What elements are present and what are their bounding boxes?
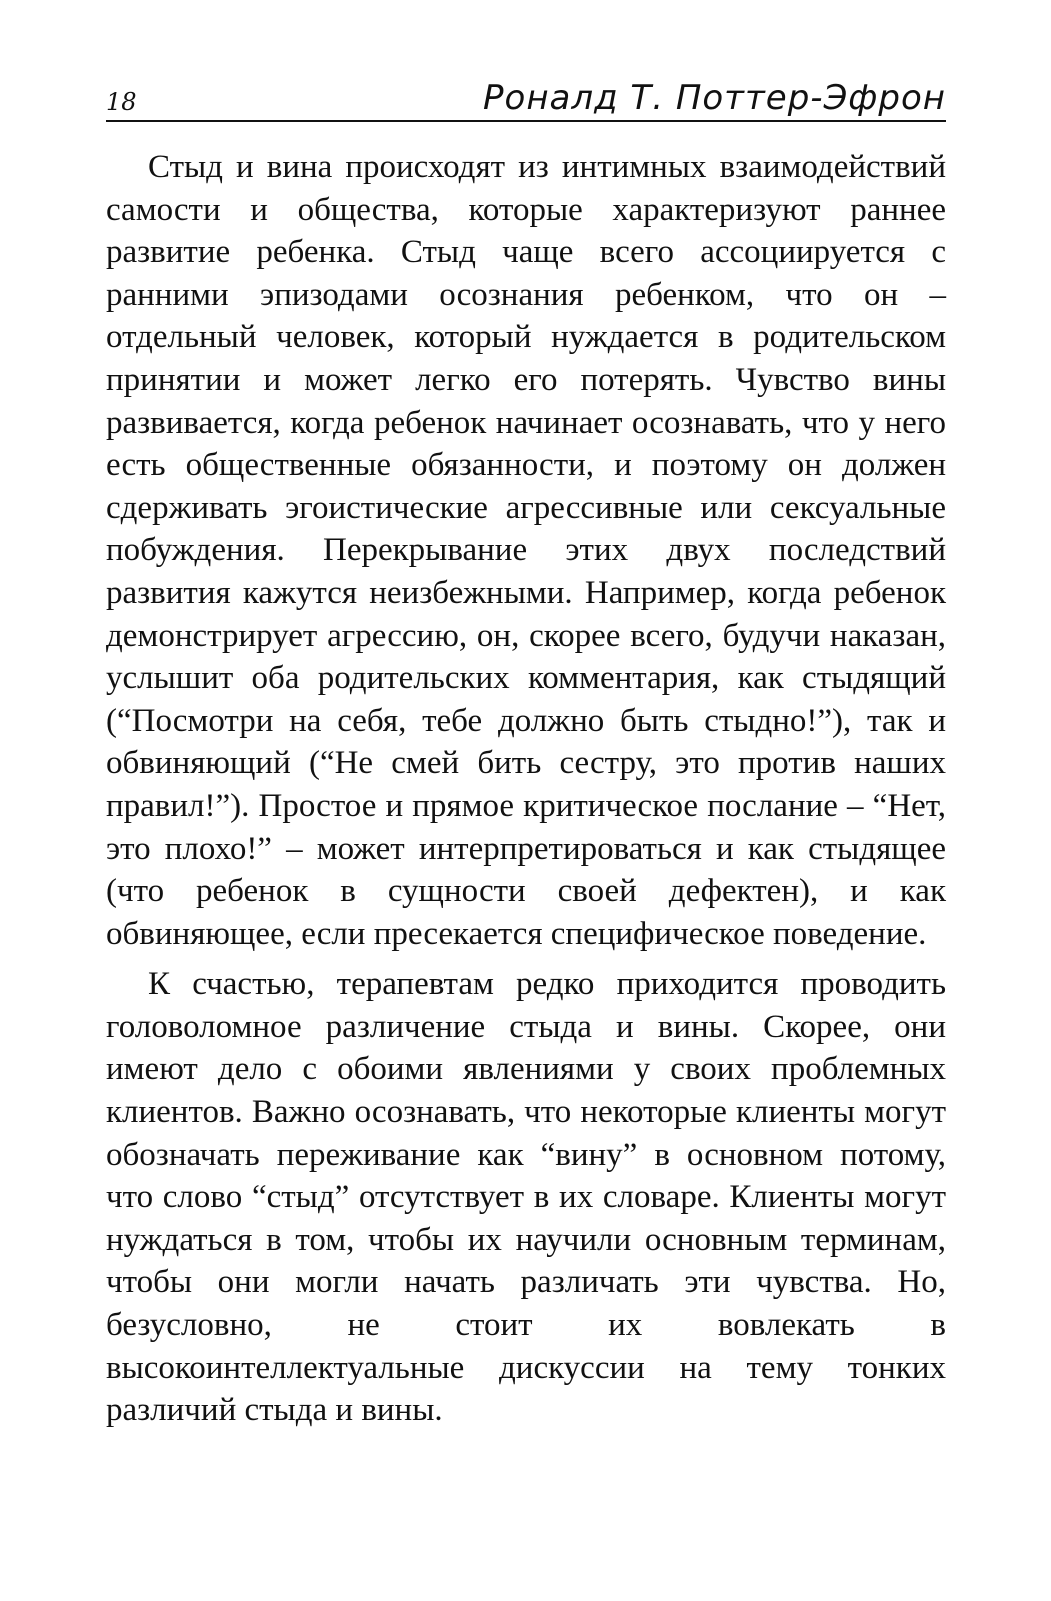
header-author: Роналд Т. Поттер-Эфрон (483, 78, 946, 118)
running-header (106, 72, 946, 122)
page-number: 18 (106, 88, 137, 116)
paragraph-1: Стыд и вина происходят из интимных взаимодействий самости и общества, которые характеризуют раннее развитие ребенка. Стыд чаще всего ассоциируется с ранними эпизодами осознания ребенком, что он – отдельный человек, который нуждается в родительском принятии и может легко его потерять. Чувство вины развивается, когда ребенок начинает осознавать, что у него есть общественные обязанности, и поэтому он должен сдерживать эгоистические агрессивные или сексуальные побуждения. Перекрывание этих двух последствий развития кажутся неизбежными. Например, когда ребенок демонстрирует агрессию, он, скорее всего, будучи наказан, услышит оба родительских комментария, как стыдящий (“Посмотри на себя, тебе должно быть стыдно!”), так и обвиняющий (“Не смей бить сестру, это против наших правил!”). Простое и прямое критическое послание – “Нет, это плохо!” – может интерпретироваться и как стыдящее (что ребенок в сущности своей дефектен), и как обвиняющее, если пресекается специфическое поведение. (106, 149, 946, 952)
paragraph-2: К счастью, терапевтам редко приходится проводить головоломное различение стыда и вины. Скорее, они имеют дело с обоими явлениями у своих проблемных клиентов. Важно осознавать, что некоторые клиенты могут обозначать переживание как “вину” в основном потому, что слово “стыд” отсутствует в их словаре. Клиенты могут нуждаться в том, чтобы их научили основным терминам, чтобы они могли начать различать эти чувства. Но, безусловно, не стоит их вовлекать в высокоинтеллектуальные дискуссии на тему тонких различий стыда и вины. (106, 966, 946, 1429)
body-text (106, 146, 946, 1432)
